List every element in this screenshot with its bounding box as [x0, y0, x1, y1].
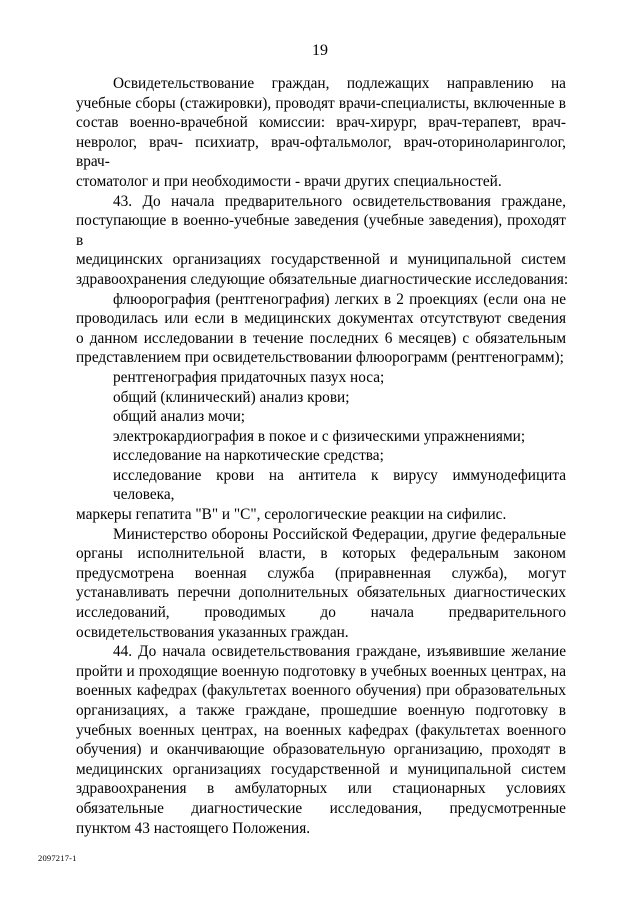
text-word: (приравненная: [334, 564, 431, 582]
text-word: на: [550, 75, 566, 92]
page-number: 19: [312, 42, 328, 59]
text-line: обучения) и оканчивающие образовательную организацию, проходят в: [76, 741, 566, 759]
text-word: подлежащих: [346, 75, 430, 92]
text-word: условиях: [506, 780, 566, 798]
text-line: исследование крови на антитела к вирусу иммунодефицита человека,: [113, 466, 566, 504]
text-line: [76, 544, 566, 564]
text-line: общий анализ мочи;: [113, 408, 246, 426]
text-line: флюорография (рентгенография) легких в 2 проекциях (если она не: [113, 290, 566, 308]
text-line: медицинских организациях государственной и муниципальной систем: [76, 251, 566, 269]
text-word: Освидетельствование: [113, 75, 255, 92]
text-word: исполнительной: [137, 545, 245, 563]
text-line: невролог, врач- психиатр, врач-офтальмолог, врач-оториноларинголог, врач-: [76, 133, 566, 171]
text-line: 44. До начала освидетельствования граждане, изъявившие желание: [113, 643, 566, 661]
text-line: электрокардиография в покое и с физическими упражнениями;: [113, 427, 526, 445]
paragraph: [76, 74, 566, 192]
paragraph: [76, 192, 569, 290]
text-word: военная: [194, 564, 247, 582]
text-line: стоматолог и при необходимости - врачи других специальностей.: [76, 172, 502, 190]
text-word: законом: [513, 545, 566, 563]
text-word: исследований,: [76, 604, 170, 622]
text-line: о данном исследовании в течение последних 6 месяцев) с обязательным: [76, 329, 566, 347]
text-line: представлением при освидетельствовании флюорограмм (рентгенограмм);: [76, 349, 564, 367]
text-word: в: [207, 780, 215, 798]
text-word: служба: [267, 564, 315, 582]
text-word: амбулаторных: [234, 780, 328, 798]
text-word: органы: [76, 545, 123, 563]
text-line: [76, 799, 566, 819]
text-line: учебных военных центрах, на военных кафедрах (факультетах военного: [76, 721, 566, 739]
paragraph: [76, 642, 566, 838]
text-word: исследования,: [329, 799, 423, 817]
text-line: пройти и проходящие военную подготовку в учебных военных центрах, на: [76, 662, 566, 680]
text-word: начала: [370, 604, 414, 622]
text-word: стационарных: [392, 780, 486, 798]
text-word: проводимых: [204, 604, 286, 622]
text-line: [113, 74, 566, 94]
text-word: которых: [342, 545, 396, 563]
text-word: в: [320, 545, 328, 563]
paragraph: [76, 290, 566, 368]
text-line: состав военно-врачебной комиссии: врач-хирург, врач-терапевт, врач-: [76, 114, 566, 132]
text-word: власти,: [258, 545, 306, 563]
text-line: [76, 603, 566, 623]
text-word: здравоохранения: [76, 780, 187, 798]
text-word: диагностические: [191, 799, 303, 817]
text-word: предусмотрена: [76, 564, 175, 582]
text-word: граждан,: [271, 75, 330, 92]
text-word: федеральным: [410, 545, 499, 563]
text-line: военных кафедрах (факультетах военного обучения) при образовательных: [76, 682, 566, 700]
paragraph: [76, 446, 566, 466]
paragraph: [76, 407, 566, 427]
text-line: пунктом 43 настоящего Положения.: [76, 819, 311, 837]
text-word: до: [320, 604, 336, 622]
text-word: служба),: [451, 564, 508, 582]
paragraph: [76, 466, 566, 525]
paragraph: [76, 388, 566, 408]
text-line: учебные сборы (стажировки), проводят врачи-специалисты, включенные в: [76, 94, 566, 112]
text-line: поступающие в военно-учебные заведения (учебные заведения), проходят в: [76, 212, 566, 249]
paragraph: [76, 368, 566, 388]
text-line: [76, 564, 566, 584]
text-line: освидетельствования указанных граждан.: [76, 623, 349, 641]
text-line: проводилась или если в медицинских документах отсутствуют сведения: [76, 310, 566, 328]
paragraph: [76, 525, 566, 643]
text-line: здравоохранения следующие обязательные диагностические исследования:: [76, 270, 569, 288]
text-word: направлению: [446, 75, 534, 92]
text-line: организациях, а также граждане, прошедшие военную подготовку в: [76, 702, 566, 719]
text-line: маркеры гепатита "В" и "С", серологические реакции на сифилис.: [76, 506, 507, 524]
text-line: устанавливать перечни дополнительных обязательных диагностических: [76, 584, 566, 602]
text-word: могут: [528, 564, 566, 582]
text-line: 43. До начала предварительного освидетельствования граждане,: [113, 192, 566, 210]
text-line: общий (клинический) анализ крови;: [113, 388, 350, 406]
document-code: 2097217-1: [38, 853, 77, 863]
text-line: [76, 779, 566, 799]
paragraph: [76, 427, 566, 447]
text-word: обязательные: [76, 799, 164, 817]
text-word: или: [347, 780, 372, 798]
text-word: предусмотренные: [449, 799, 566, 817]
text-line: рентгенография придаточных пазух носа;: [113, 368, 385, 386]
text-line: Министерство обороны Российской Федерации, другие федеральные: [113, 525, 566, 543]
text-line: медицинских организациях государственной и муниципальной систем: [76, 760, 566, 778]
text-word: предварительного: [448, 604, 566, 622]
text-line: исследование на наркотические средства;: [113, 447, 384, 465]
document-body: [76, 74, 569, 838]
